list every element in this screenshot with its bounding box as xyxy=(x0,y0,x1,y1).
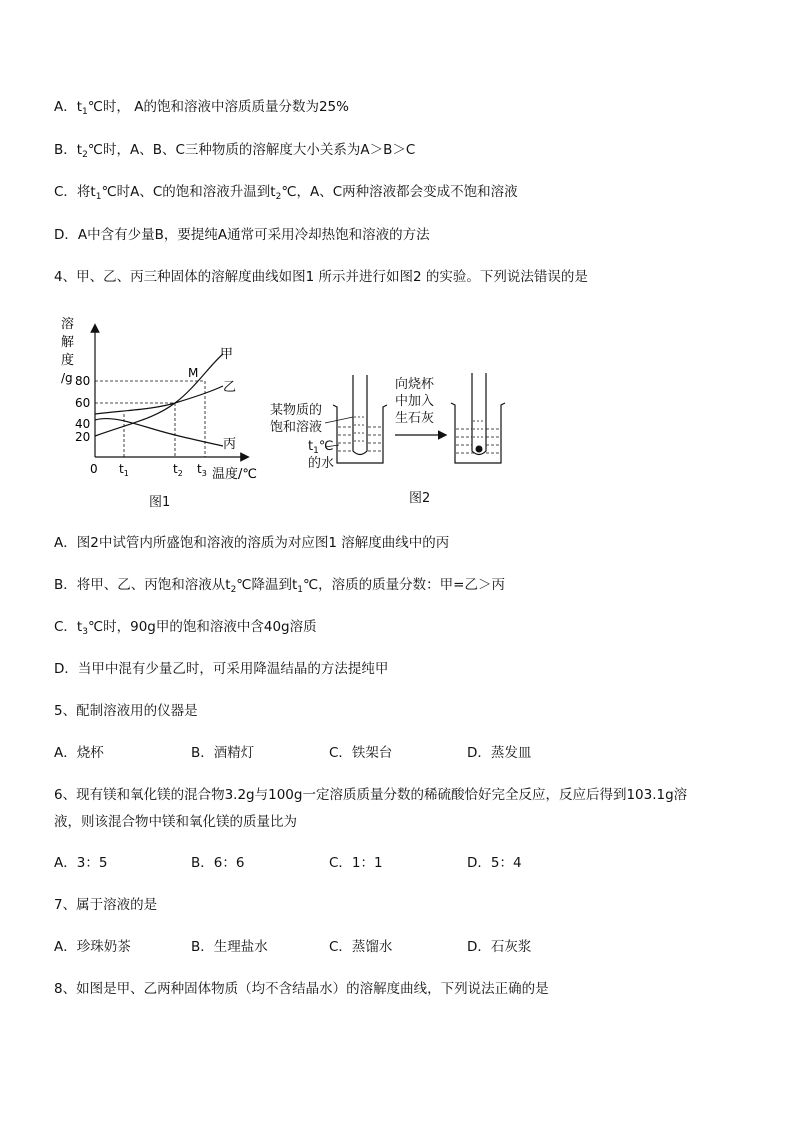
y-unit: /g xyxy=(61,371,73,385)
y-tick-80: 80 xyxy=(75,374,91,388)
q4-stem: 4、甲、乙、丙三种固体的溶解度曲线如图1 所示并进行如图2 的实验。下列说法错误的是 xyxy=(54,269,588,285)
q5-option-b: B．酒精灯 xyxy=(191,745,255,761)
q7-option-a: A．珍珠奶茶 xyxy=(54,939,131,955)
q6-option-b: B．6：6 xyxy=(191,855,245,871)
origin-label: 0 xyxy=(90,462,98,476)
q7-option-b: B．生理盐水 xyxy=(191,939,268,955)
q4-option-a: A．图2中试管内所盛饱和溶液的溶质为对应图1 溶解度曲线中的丙 xyxy=(54,535,450,551)
curve-yi xyxy=(95,386,223,414)
q3-option-c: C．将$t_1℃$时A、C的饱和溶液升温到$t_2℃$，A、C两种溶液都会变成不饱和溶液 xyxy=(54,184,518,202)
fig2-solution-label: 某物质的 饱和溶液 xyxy=(270,403,323,435)
q6-option-c: C．1：1 xyxy=(329,855,383,871)
curve-jia xyxy=(95,354,223,436)
q7-stem: 7、属于溶液的是 xyxy=(54,897,158,913)
fig2-arrow-label: 向烧杯 中加入 生石灰 xyxy=(395,377,435,426)
point-m-label: M xyxy=(188,366,199,380)
y-tick-60: 60 xyxy=(75,396,91,410)
q6-stem-line-2: 液，则该混合物中镁和氧化镁的质量比为 xyxy=(54,814,297,830)
q7-option-c: C．蒸馏水 xyxy=(329,939,393,955)
figure-1-caption: 图1 xyxy=(149,495,171,510)
x-tick-t1: $t_1$ xyxy=(119,462,129,478)
q3-option-a: A．$t_1℃$时， A的饱和溶液中溶质质量分数为25% xyxy=(54,99,349,117)
curve-bing xyxy=(95,419,223,446)
y-label-char-1: 溶 xyxy=(61,317,75,332)
q3-option-d: D．A中含有少量B，要提纯A通常可采用冷却热饱和溶液的方法 xyxy=(54,227,430,243)
fig2-water-label: $t_1℃$ 的水 xyxy=(308,439,335,471)
y-tick-20: 20 xyxy=(75,430,91,444)
q4-option-d: D．当甲中混有少量乙时，可采用降温结晶的方法提纯甲 xyxy=(54,661,389,677)
q3-option-b: B．$t_2℃$时，A、B、C三种物质的溶解度大小关系为A＞B＞C xyxy=(54,142,416,160)
q5-option-c: C．铁架台 xyxy=(329,745,393,761)
x-tick-t3: $t_3$ xyxy=(197,462,207,478)
curve-label-bing: 丙 xyxy=(223,437,237,452)
test-tube-left xyxy=(353,375,367,455)
y-label-char-3: 度 xyxy=(61,353,75,368)
q4-option-c: C．$t_3℃$时，90g甲的饱和溶液中含40g溶质 xyxy=(54,619,317,637)
x-axis-label: 温度/℃ xyxy=(212,467,257,482)
figure-1-solubility-chart xyxy=(55,310,270,510)
curve-label-jia: 甲 xyxy=(220,347,234,362)
q4-option-b: B．将甲、乙、丙饱和溶液从$t_2℃$降温到$t_1℃$，溶质的质量分数：甲=乙＞丙 xyxy=(54,577,505,595)
q6-option-d: D．5：4 xyxy=(467,855,522,871)
y-label-char-2: 解 xyxy=(61,335,75,350)
precipitate xyxy=(476,446,483,453)
test-tube-right xyxy=(472,373,486,455)
q6-stem-line-1: 6、现有镁和氧化镁的混合物3.2g与100g一定溶质质量分数的稀硫酸恰好完全反应，反应后得到103.1g溶 xyxy=(54,787,688,803)
q6-option-a: A．3：5 xyxy=(54,855,108,871)
curve-label-yi: 乙 xyxy=(223,380,237,395)
x-tick-t2: $t_2$ xyxy=(173,462,183,478)
q5-option-a: A．烧杯 xyxy=(54,745,104,761)
y-tick-40: 40 xyxy=(75,417,91,431)
q5-option-d: D．蒸发皿 xyxy=(467,745,532,761)
q7-option-d: D．石灰浆 xyxy=(467,939,532,955)
figure-2-caption: 图2 xyxy=(409,491,431,506)
q8-stem: 8、如图是甲、乙两种固体物质（均不含结晶水）的溶解度曲线，下列说法正确的是 xyxy=(54,981,549,997)
q5-stem: 5、配制溶液用的仪器是 xyxy=(54,703,198,719)
